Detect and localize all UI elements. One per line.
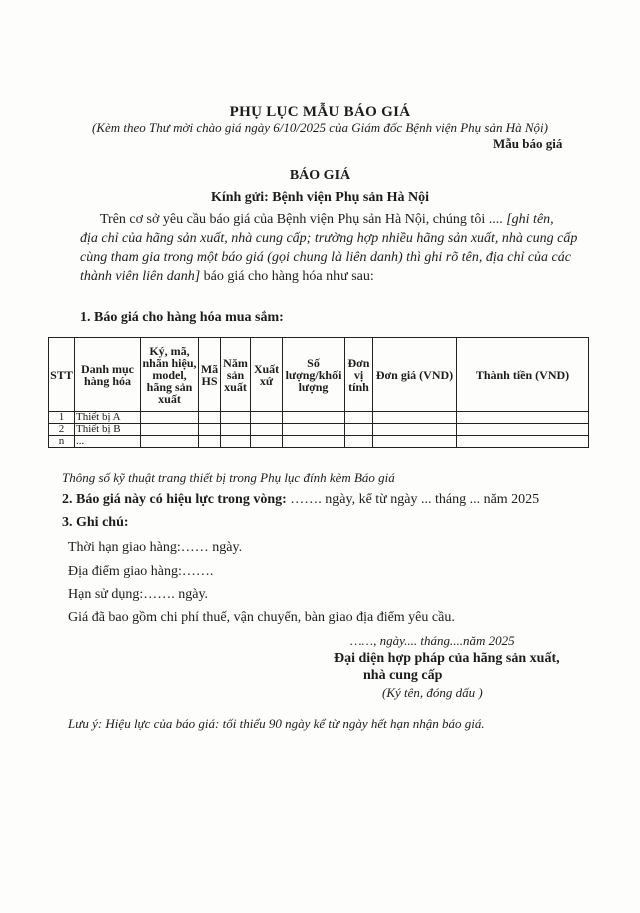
intro-line-2: địa chỉ của hãng sản xuất, nhà cung cấp; trường hợp nhiều hãng sản xuất, nhà cung cấp bbox=[80, 231, 578, 246]
date-line: ……, ngày.... tháng....năm 2025 bbox=[350, 633, 515, 648]
cell-empty bbox=[199, 412, 221, 424]
row-stt: n bbox=[49, 436, 75, 448]
header-total: Thành tiền (VND) bbox=[457, 338, 589, 412]
cell-empty bbox=[199, 424, 221, 436]
representative-line-1: Đại diện hợp pháp của hãng sản xuất, bbox=[334, 651, 560, 666]
row-item: ... bbox=[75, 436, 141, 448]
cell-empty bbox=[221, 412, 251, 424]
section-1-heading: 1. Báo giá cho hàng hóa mua sắm: bbox=[80, 310, 284, 325]
cell-empty bbox=[283, 412, 345, 424]
section-3-heading: 3. Ghi chú: bbox=[62, 515, 129, 530]
cell-empty bbox=[457, 424, 589, 436]
cell-empty bbox=[221, 424, 251, 436]
cell-empty bbox=[345, 424, 373, 436]
cell-empty bbox=[345, 436, 373, 448]
cell-empty bbox=[283, 424, 345, 436]
row-item: Thiết bị B bbox=[75, 424, 141, 436]
cell-empty bbox=[141, 436, 199, 448]
cell-empty bbox=[141, 424, 199, 436]
cell-empty bbox=[457, 412, 589, 424]
header-stt: STT bbox=[49, 338, 75, 412]
cell-empty bbox=[283, 436, 345, 448]
cell-empty bbox=[141, 412, 199, 424]
header-item: Danh mục hàng hóa bbox=[75, 338, 141, 412]
table-row bbox=[49, 412, 589, 424]
header-origin: Xuất xứ bbox=[251, 338, 283, 412]
header-year: Năm sản xuất bbox=[221, 338, 251, 412]
footnote: Lưu ý: Hiệu lực của báo giá: tối thiểu 90 ngày kể từ ngày hết hạn nhận báo giá. bbox=[68, 716, 485, 731]
cell-empty bbox=[199, 436, 221, 448]
header-unit-price: Đơn giá (VND) bbox=[373, 338, 457, 412]
note-delivery-time: Thời hạn giao hàng:…… ngày. bbox=[68, 540, 243, 555]
row-stt: 1 bbox=[49, 412, 75, 424]
note-price-inclusion: Giá đã bao gồm chi phí thuế, vận chuyển, bàn giao địa điểm yêu cầu. bbox=[68, 610, 455, 625]
cell-empty bbox=[373, 436, 457, 448]
intro-line-3: cùng tham gia trong một báo giá (gọi chung là liên danh) thì ghi rõ tên, địa chỉ của các bbox=[80, 250, 571, 265]
note-delivery-place: Địa điểm giao hàng:……. bbox=[68, 564, 214, 579]
quotation-table bbox=[48, 337, 589, 448]
appendix-subtitle: (Kèm theo Thư mời chào giá ngày 6/10/2025 của Giám đốc Bệnh viện Phụ sản Hà Nội) bbox=[92, 120, 548, 135]
header-model: Ký, mã, nhãn hiệu, model, hãng sản xuất bbox=[141, 338, 199, 412]
intro-line-4: thành viên liên danh] báo giá cho hàng hóa như sau: bbox=[80, 269, 374, 284]
section-2-label: 2. Báo giá này có hiệu lực trong vòng: bbox=[62, 492, 287, 507]
row-stt: 2 bbox=[49, 424, 75, 436]
cell-empty bbox=[457, 436, 589, 448]
spec-note: Thông số kỹ thuật trang thiết bị trong Phụ lục đính kèm Báo giá bbox=[62, 470, 395, 485]
section-2-value: ……. ngày, kể từ ngày ... tháng ... năm 2025 bbox=[286, 492, 540, 507]
cell-empty bbox=[251, 424, 283, 436]
note-expiry: Hạn sử dụng:……. ngày. bbox=[68, 587, 209, 602]
cell-empty bbox=[345, 412, 373, 424]
form-label: Mẫu báo giá bbox=[493, 136, 563, 151]
signature-instruction: (Ký tên, đóng dấu ) bbox=[382, 685, 483, 700]
row-item: Thiết bị A bbox=[75, 412, 141, 424]
section-2-validity bbox=[62, 492, 539, 508]
cell-empty bbox=[251, 412, 283, 424]
table-row bbox=[49, 424, 589, 436]
recipient-line: Kính gửi: Bệnh viện Phụ sản Hà Nội bbox=[210, 190, 430, 205]
cell-empty bbox=[373, 424, 457, 436]
cell-empty bbox=[373, 412, 457, 424]
table-row bbox=[49, 436, 589, 448]
cell-empty bbox=[251, 436, 283, 448]
document-title: BÁO GIÁ bbox=[289, 168, 351, 183]
header-unit: Đơn vị tính bbox=[345, 338, 373, 412]
representative-line-2: nhà cung cấp bbox=[363, 668, 443, 683]
appendix-title: PHỤ LỤC MẪU BÁO GIÁ bbox=[229, 104, 411, 120]
table-header-row bbox=[49, 338, 589, 412]
header-quantity: Số lượng/khối lượng bbox=[283, 338, 345, 412]
cell-empty bbox=[221, 436, 251, 448]
intro-line-1: Trên cơ sở yêu cầu báo giá của Bệnh viện Phụ sản Hà Nội, chúng tôi .... [ghi tên, bbox=[100, 212, 554, 227]
header-hs-code: Mã HS bbox=[199, 338, 221, 412]
intro-paragraph bbox=[80, 210, 578, 286]
